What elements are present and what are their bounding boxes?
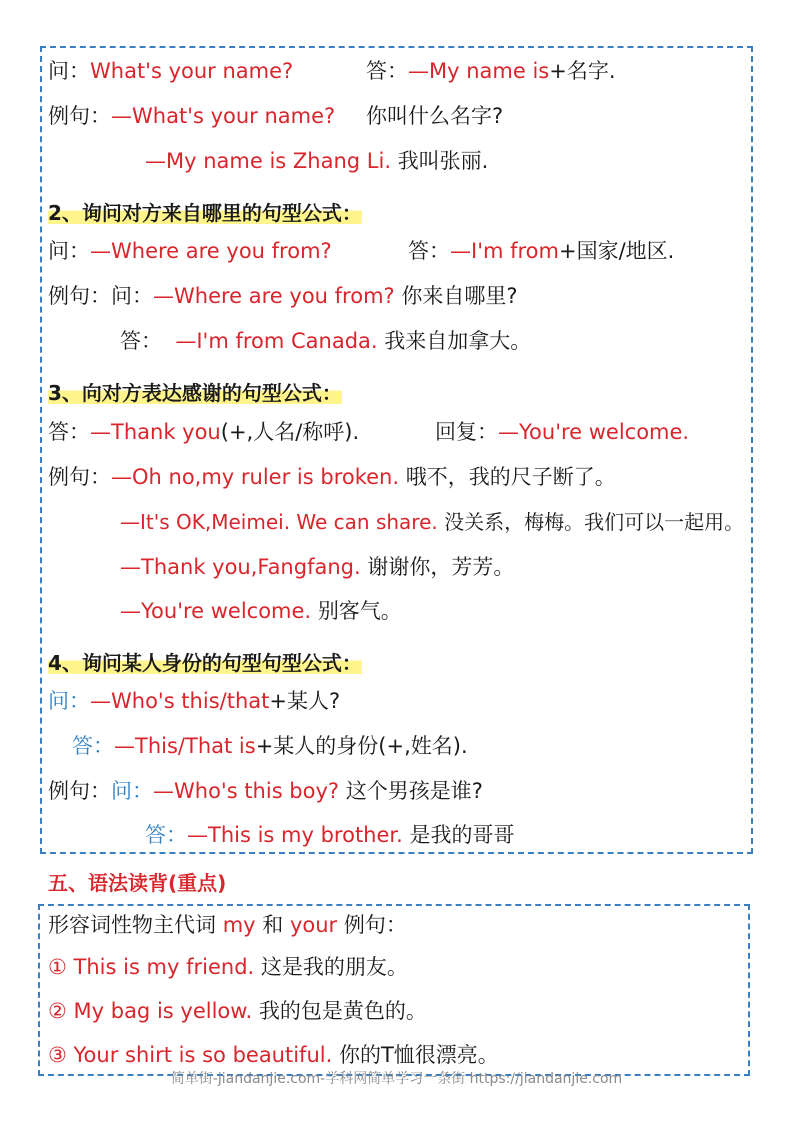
- line-reply: 回复：—You're welcome.: [435, 420, 690, 444]
- heading-thanks: 3、向对方表达感谢的句型公式：: [48, 381, 342, 405]
- example-name-question-zh: 你叫什么名字?: [366, 104, 504, 128]
- line-ask-name: 问：What's your name?: [48, 59, 294, 83]
- heading-identity: 4、询问某人身份的句型句型公式：: [48, 651, 362, 675]
- grammar-example-1: ① This is my friend. 这是我的朋友。: [48, 955, 408, 979]
- example-name-answer: —My name is Zhang Li. 我叫张丽.: [145, 149, 489, 173]
- footer-watermark: 简单街-jiandanjie.com-学科网简单学习一条街 https://jiandanjie.com: [170, 1071, 623, 1087]
- section-title-grammar: 五、语法读背(重点): [48, 871, 227, 895]
- line-answer-from: 答：—I'm from+国家/地区.: [408, 239, 675, 263]
- line-ask-from: 问：—Where are you from?: [48, 239, 332, 263]
- line-thanks: 答：—Thank you(+,人名/称呼).: [48, 420, 360, 444]
- example-identity-answer: 答：—This is my brother. 是我的哥哥: [145, 823, 515, 847]
- example-from-answer: 答： —I'm from Canada. 我来自加拿大。: [120, 329, 532, 353]
- example-identity-question: 例句：问：—Who's this boy? 这个男孩是谁?: [48, 779, 483, 803]
- example-thanks-2: —It's OK,Meimei. We can share. 没关系，梅梅。我们可以一起用。: [120, 510, 745, 534]
- line-answer-name: 答：—My name is+名字.: [366, 59, 616, 83]
- example-thanks-3: —Thank you,Fangfang. 谢谢你，芳芳。: [120, 555, 515, 579]
- grammar-intro: 形容词性物主代词 my 和 your 例句：: [48, 913, 407, 937]
- line-answer-identity: 答：—This/That is+某人的身份(+,姓名).: [72, 734, 468, 758]
- example-from-question: 例句：问：—Where are you from? 你来自哪里?: [48, 284, 518, 308]
- example-thanks-4: —You're welcome. 别客气。: [120, 599, 402, 623]
- grammar-example-3: ③ Your shirt is so beautiful. 你的T恤很漂亮。: [48, 1043, 499, 1067]
- grammar-example-2: ② My bag is yellow. 我的包是黄色的。: [48, 999, 427, 1023]
- example-thanks-1: 例句：—Oh no,my ruler is broken. 哦不，我的尺子断了。: [48, 465, 616, 489]
- example-name-question: 例句：—What's your name?: [48, 104, 336, 128]
- line-ask-identity: 问：—Who's this/that+某人?: [48, 689, 341, 713]
- heading-where-from: 2、询问对方来自哪里的句型公式：: [48, 201, 362, 225]
